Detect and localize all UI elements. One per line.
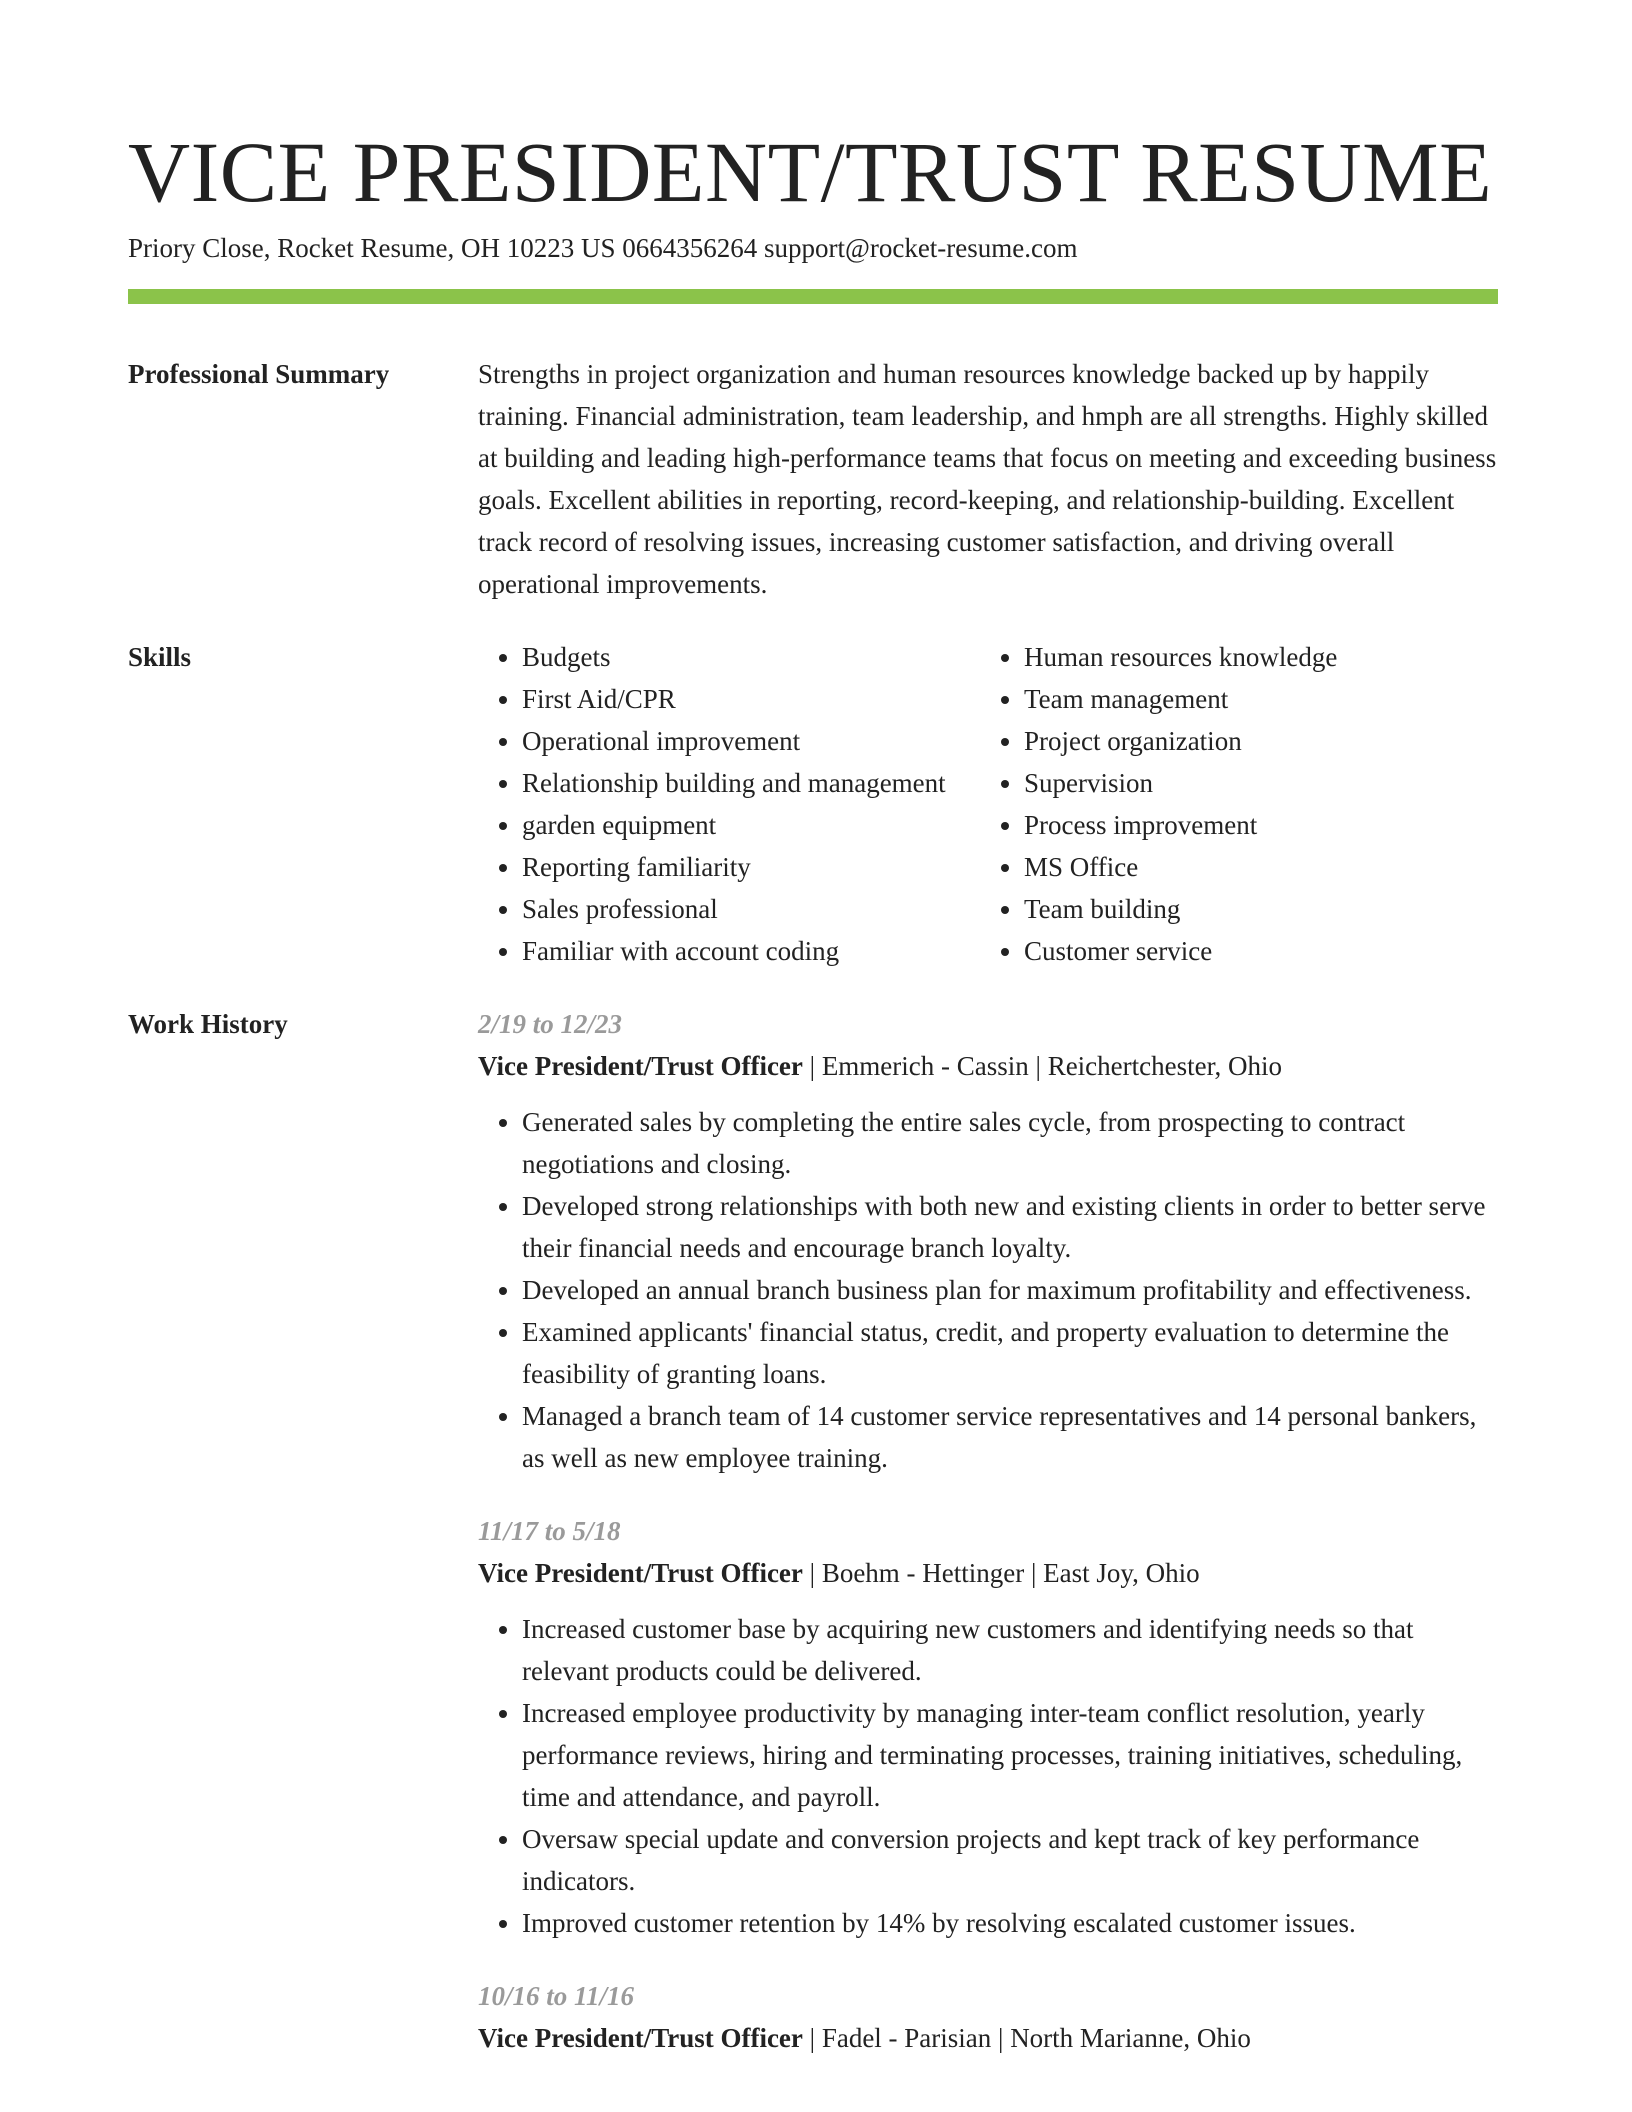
skill-item: • Familiar with account coding (522, 930, 980, 972)
job-dates: 2/19 to 12/23 (478, 1009, 623, 1039)
job-heading (478, 1552, 1498, 1594)
job-bullets (478, 1101, 1498, 1479)
contact-line: Priory Close, Rocket Resume, OH 10223 US 0664356264 support@rocket-resume.com (128, 233, 1078, 263)
work-history-body (478, 1003, 1498, 2090)
job-bullet: • Increased customer base by acquiring new customers and identifying needs so that relevant products could be delivered. (522, 1608, 1498, 1692)
skill-item: • Sales professional (522, 888, 980, 930)
job-title: Vice President/Trust Officer (478, 1051, 803, 1081)
job-separator: | (802, 2023, 822, 2053)
skill-item: • Project organization (1024, 720, 1498, 762)
skill-item: • First Aid/CPR (522, 678, 980, 720)
section-label-skills: Skills (128, 642, 192, 672)
job-bullet: • Improved customer retention by 14% by resolving escalated customer issues. (522, 1902, 1498, 1944)
job-separator: | (1024, 1558, 1044, 1588)
job-bullet: • Developed strong relationships with both new and existing clients in order to better serve their financial needs and encourage branch loyalty. (522, 1185, 1498, 1269)
skill-item: • Process improvement (1024, 804, 1498, 846)
skills-columns (478, 636, 1498, 972)
professional-summary-section (128, 353, 1498, 605)
job-title: Vice President/Trust Officer (478, 2023, 803, 2053)
job-bullet: • Managed a branch team of 14 customer service representatives and 14 personal bankers, as well as new employee training. (522, 1395, 1498, 1479)
job-bullet: • Generated sales by completing the entire sales cycle, from prospecting to contract negotiations and closing. (522, 1101, 1498, 1185)
skill-item: • Customer service (1024, 930, 1498, 972)
job-company: Fadel - Parisian (821, 2023, 992, 2053)
skill-item: • Reporting familiarity (522, 846, 980, 888)
skills-list-right (980, 636, 1498, 972)
job-entry (478, 1975, 1498, 2059)
job-company: Boehm - Hettinger (821, 1558, 1025, 1588)
job-bullet: • Oversaw special update and conversion projects and kept track of key performance indicators. (522, 1818, 1498, 1902)
job-bullet: • Developed an annual branch business plan for maximum profitability and effectiveness. (522, 1269, 1498, 1311)
skills-section (128, 636, 1498, 972)
job-dates: 11/17 to 5/18 (478, 1516, 621, 1546)
job-separator: | (991, 2023, 1011, 2053)
skill-item: • Budgets (522, 636, 980, 678)
job-location: Reichertchester, Ohio (1047, 1051, 1283, 1081)
job-entry (478, 1003, 1498, 1479)
skill-item: • garden equipment (522, 804, 980, 846)
job-separator: | (802, 1558, 822, 1588)
skill-item: • MS Office (1024, 846, 1498, 888)
job-dates: 10/16 to 11/16 (478, 1981, 635, 2011)
job-separator: | (802, 1051, 822, 1081)
job-entry (478, 1510, 1498, 1944)
work-history-section (128, 1003, 1498, 2090)
summary-text: Strengths in project organization and human resources knowledge backed up by happily training. Financial administration, team leadership, and hmph are all strengths. Highly skilled at building and leading high-performance teams that focus on meeting and exceeding business goals. Excellent abilities in reporting, record-keeping, and relationship-building. Excellent track record of resolving issues, increasing customer satisfaction, and driving overall operational improvements. (478, 359, 1497, 599)
job-location: East Joy, Ohio (1043, 1558, 1200, 1588)
skill-item: • Relationship building and management (522, 762, 980, 804)
skills-list-left (478, 636, 980, 972)
job-heading (478, 1045, 1498, 1087)
section-label-work-history: Work History (128, 1009, 288, 1039)
skill-item: • Team building (1024, 888, 1498, 930)
skill-item: • Operational improvement (522, 720, 980, 762)
resume-title: VICE PRESIDENT/TRUST RESUME (128, 124, 1493, 220)
skill-item: • Team management (1024, 678, 1498, 720)
job-separator: | (1028, 1051, 1048, 1081)
section-label-summary: Professional Summary (128, 359, 390, 389)
skill-item: • Supervision (1024, 762, 1498, 804)
job-title: Vice President/Trust Officer (478, 1558, 803, 1588)
skill-item: • Human resources knowledge (1024, 636, 1498, 678)
accent-divider (128, 289, 1498, 304)
job-bullet: • Examined applicants' financial status, credit, and property evaluation to determine the feasibility of granting loans. (522, 1311, 1498, 1395)
job-location: North Marianne, Ohio (1010, 2023, 1251, 2053)
job-bullet: • Increased employee productivity by managing inter-team conflict resolution, yearly performance reviews, hiring and terminating processes, training initiatives, scheduling, time and attendance, and payroll. (522, 1692, 1498, 1818)
job-company: Emmerich - Cassin (821, 1051, 1029, 1081)
job-bullets (478, 1608, 1498, 1944)
job-heading (478, 2017, 1498, 2059)
